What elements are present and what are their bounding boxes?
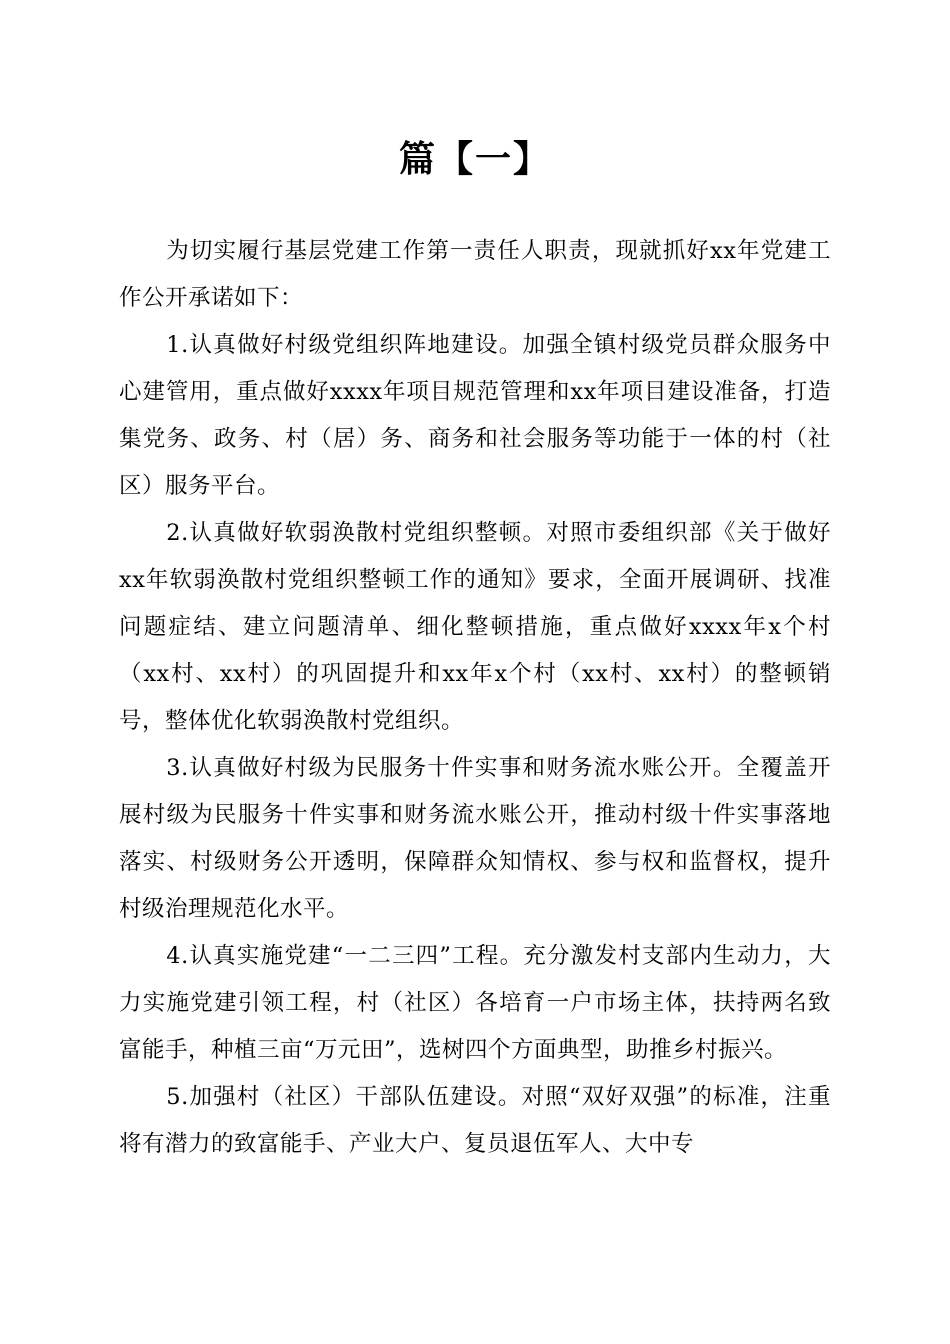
paragraph-item-2: 2.认真做好软弱涣散村党组织整顿。对照市委组织部《关于做好xx年软弱涣散村党组织整顿工作的通知》要求，全面开展调研、找准问题症结、建立问题清单、细化整顿措施，重点做好xxxx年x个村（xx村、xx村）的巩固提升和xx年x个村（xx村、xx村）的整顿销号，整体优化软弱涣散村党组织。 [119,520,831,734]
paragraph-item-5: 5.加强村（社区）干部队伍建设。对照“双好双强”的标准，注重将有潜力的致富能手、产业大户、复员退伍军人、大中专 [119,1084,831,1157]
paragraph-item-3: 3.认真做好村级为民服务十件实事和财务流水账公开。全覆盖开展村级为民服务十件实事和财务流水账公开，推动村级十件实事落地落实、村级财务公开透明，保障群众知情权、参与权和监督权，提升村级治理规范化水平。 [119,755,831,922]
paragraph-item-1: 1.认真做好村级党组织阵地建设。加强全镇村级党员群众服务中心建管用，重点做好xxxx年项目规范管理和xx年项目建设准备，打造集党务、政务、村（居）务、商务和社会服务等功能于一体的村（社区）服务平台。 [119,332,831,499]
document-body [119,228,831,1168]
page-title: 篇【一】 [398,138,551,180]
paragraph-item-4: 4.认真实施党建“一二三四”工程。充分激发村支部内生动力，大力实施党建引领工程，村（社区）各培育一户市场主体，扶持两名致富能手，种植三亩“万元田”，选树四个方面典型，助推乡村振兴。 [119,943,831,1063]
paragraph-intro: 为切实履行基层党建工作第一责任人职责，现就抓好xx年党建工作公开承诺如下： [119,238,831,311]
